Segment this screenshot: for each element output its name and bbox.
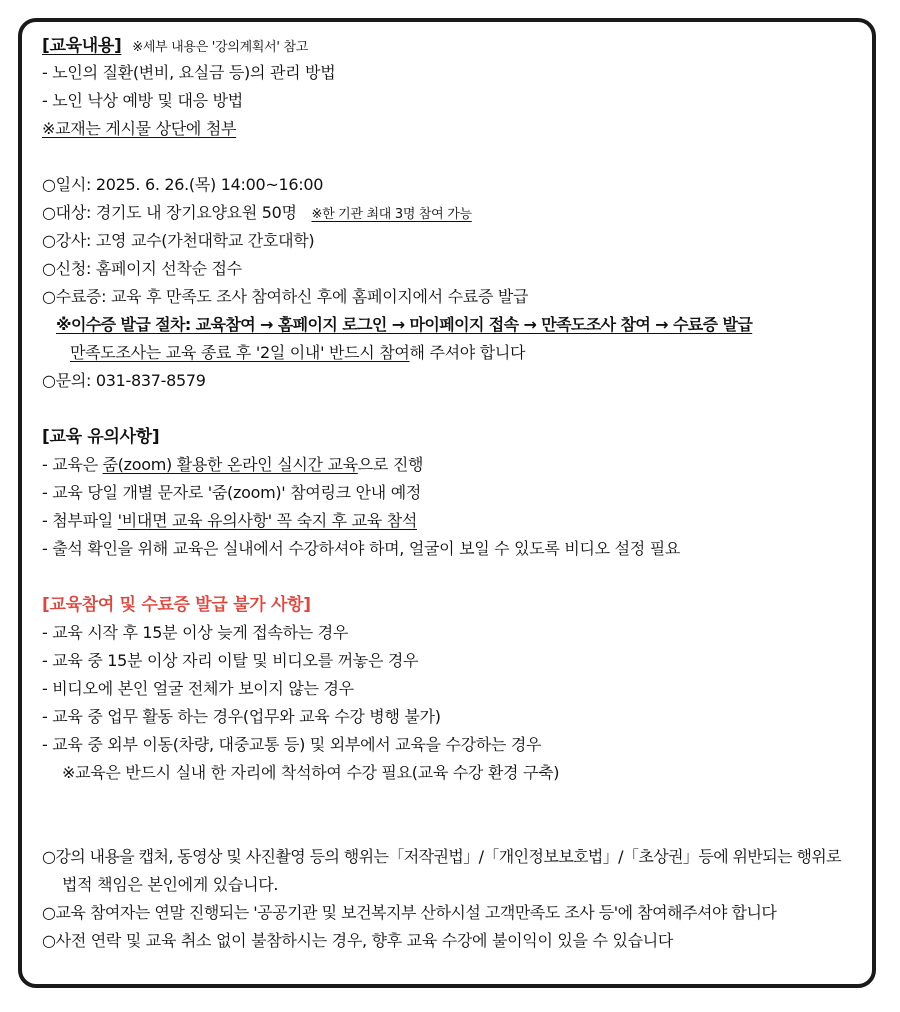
apply-line: ○신청: 홈페이지 선착순 접수 [42, 259, 242, 278]
course-heading: [교육내용] [42, 36, 122, 56]
restrictions-heading: [교육참여 및 수료증 발급 불가 사항] [42, 595, 311, 615]
date-line: ○일시: 2025. 6. 26.(목) 14:00~16:00 [42, 175, 324, 194]
target-line [42, 200, 472, 226]
precaution-1-prefix: - 교육은 [42, 455, 103, 474]
restriction-item-5: - 교육 중 외부 이동(차량, 대중교통 등) 및 외부에서 교육을 수강하는 경우 [42, 735, 542, 754]
textbook-note: ※교재는 게시물 상단에 첨부 [42, 119, 237, 138]
restriction-item-4: - 교육 중 업무 활동 하는 경우(업무와 교육 수강 병행 불가) [42, 707, 441, 726]
precaution-3-prefix: - 첨부파일 [42, 511, 118, 530]
lecturer-line: ○강사: 고영 교수(가천대학교 간호대학) [42, 231, 315, 250]
survey-note-line [70, 340, 525, 366]
target-text: ○대상: 경기도 내 장기요양요원 50명 [42, 203, 297, 222]
precaution-item-3 [42, 508, 417, 534]
course-heading-note: ※세부 내용은 '강의계획서' 참고 [132, 40, 308, 55]
restriction-item-3: - 비디오에 본인 얼굴 전체가 보이지 않는 경우 [42, 679, 354, 698]
copyright-notice-2: 법적 책임은 본인에게 있습니다. [62, 875, 279, 894]
precaution-1-suffix: 으로 진행 [357, 455, 424, 474]
survey-notice: ○교육 참여자는 연말 진행되는 '공공기관 및 보건복지부 산하시설 고객만족도 조사 등'에 참여해주셔야 합니다 [42, 903, 777, 922]
course-heading-line [42, 33, 308, 59]
precaution-item-2: - 교육 당일 개별 문자로 '줌(zoom)' 참여링크 안내 예정 [42, 483, 422, 502]
restriction-item-2: - 교육 중 15분 이상 자리 이탈 및 비디오를 꺼놓은 경우 [42, 651, 419, 670]
contact-line: ○문의: 031-837-8579 [42, 371, 206, 390]
survey-note-rest: 해 주셔야 합니다 [409, 343, 526, 362]
restriction-item-1: - 교육 시작 후 15분 이상 늦게 접속하는 경우 [42, 623, 349, 642]
survey-note-underlined: 만족도조사는 교육 종료 후 '2일 이내' 반드시 참여 [70, 343, 410, 362]
course-item-1: - 노인의 질환(변비, 요실금 등)의 관리 방법 [42, 63, 336, 82]
precautions-heading: [교육 유의사항] [42, 427, 160, 447]
certificate-line: ○수료증: 교육 후 만족도 조사 참여하신 후에 홈페이지에서 수료증 발급 [42, 287, 529, 306]
cancel-notice: ○사전 연락 및 교육 취소 없이 불참하시는 경우, 향후 교육 수강에 불이익이 있을 수 있습니다 [42, 931, 674, 950]
precaution-1-underlined: 줌(zoom) 활용한 온라인 실시간 교육 [102, 455, 358, 474]
precaution-3-underlined: '비대면 교육 유의사항' 꼭 숙지 후 교육 참석 [117, 511, 418, 530]
precaution-item-4: - 출석 확인을 위해 교육은 실내에서 수강하셔야 하며, 얼굴이 보일 수 있도록 비디오 설정 필요 [42, 539, 681, 558]
restriction-note: ※교육은 반드시 실내 한 자리에 착석하여 수강 필요(교육 수강 환경 구축) [62, 763, 560, 782]
target-note: ※한 기관 최대 3명 참여 가능 [311, 207, 472, 222]
copyright-notice-1: ○강의 내용을 캡처, 동영상 및 사진촬영 등의 행위는「저작권법」/「개인정보보호법」/「초상권」등에 위반되는 행위로 [42, 847, 842, 866]
course-item-2: - 노인 낙상 예방 및 대응 방법 [42, 91, 243, 110]
procedure-line: ※이수증 발급 절차: 교육참여 → 홈페이지 로그인 → 마이페이지 접속 → 만족도조사 참여 → 수료증 발급 [56, 315, 753, 334]
precaution-item-1 [42, 452, 423, 478]
